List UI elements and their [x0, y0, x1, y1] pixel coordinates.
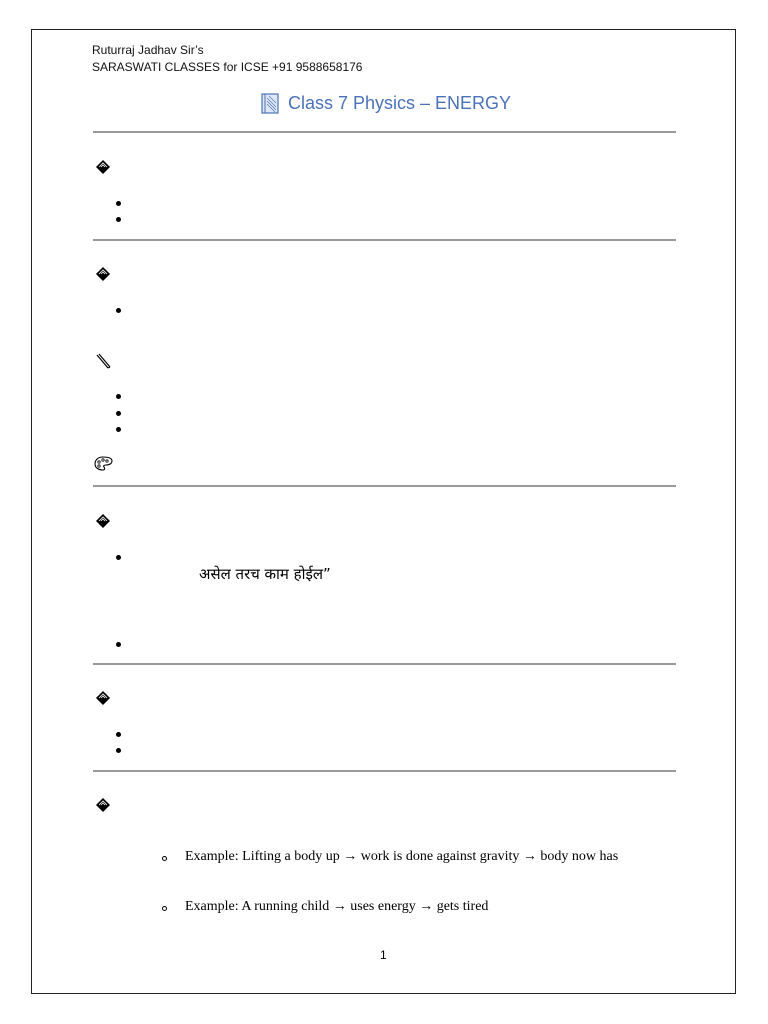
- divider: [93, 239, 676, 241]
- header-institute: SARASWATI CLASSES for ICSE +91 9588658176: [92, 60, 363, 74]
- header-author: Ruturraj Jadhav Sir’s: [92, 43, 204, 57]
- divider: [93, 663, 676, 665]
- diamond-icon: [95, 159, 111, 175]
- divider: [93, 485, 676, 487]
- list-bullet: [116, 394, 121, 399]
- example-item: Example: Lifting a body up → work is done against gravity → body now has: [185, 849, 619, 864]
- palette-icon: [94, 456, 113, 471]
- list-bullet: [116, 732, 121, 737]
- title-text: Class 7 Physics – ENERGY: [288, 93, 512, 113]
- diamond-icon: [95, 513, 111, 529]
- list-bullet: [116, 555, 121, 560]
- diamond-icon: [95, 797, 111, 813]
- sub-list-bullet: [162, 906, 167, 911]
- divider: [93, 131, 676, 133]
- list-bullet: [116, 642, 121, 647]
- example-item: Example: A running child → uses energy → gets tired: [185, 899, 489, 914]
- divider: [93, 770, 676, 772]
- pencil-icon: [95, 353, 111, 371]
- sub-list-bullet: [162, 856, 167, 861]
- list-bullet: [116, 217, 121, 222]
- list-bullet: [116, 748, 121, 753]
- book-icon: [260, 93, 280, 114]
- page-title: [260, 93, 511, 114]
- devanagari-text: असेल तरच काम होईल”: [199, 565, 331, 583]
- page-number: 1: [380, 948, 387, 962]
- list-bullet: [116, 427, 121, 432]
- list-bullet: [116, 411, 121, 416]
- diamond-icon: [95, 266, 111, 282]
- list-bullet: [116, 201, 121, 206]
- diamond-icon: [95, 690, 111, 706]
- list-bullet: [116, 308, 121, 313]
